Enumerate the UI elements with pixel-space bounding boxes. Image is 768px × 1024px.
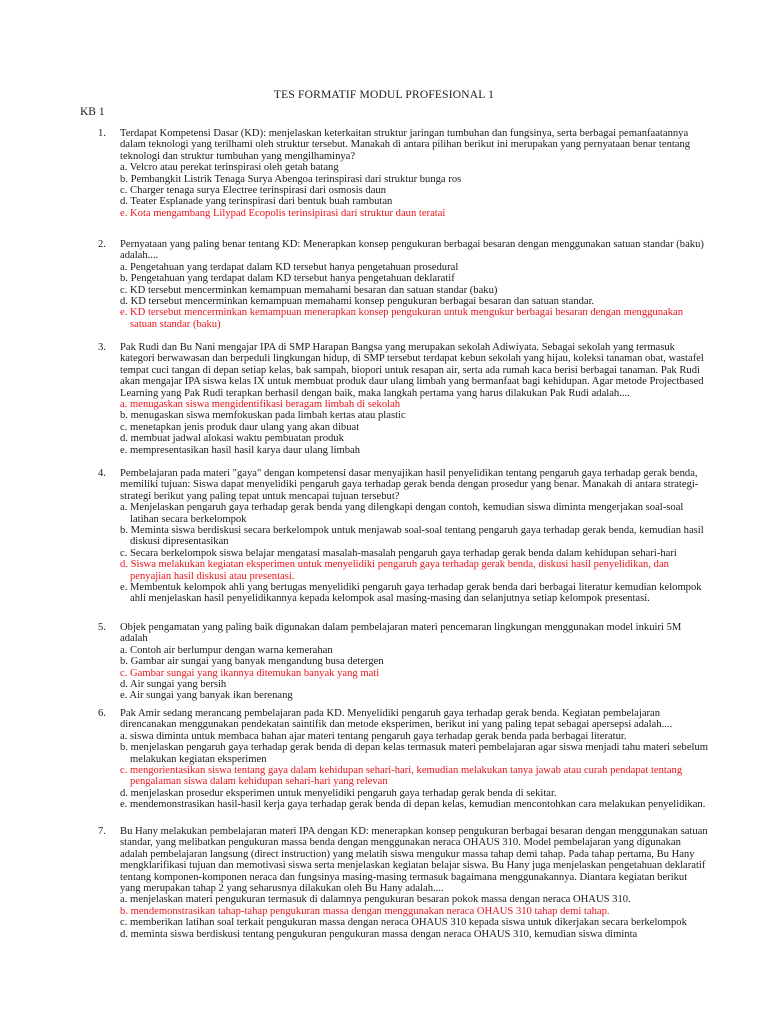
option-d: d. KD tersebut mencerminkan kemampuan memahami konsep pengukuran berbagai besaran dan satuan standar. xyxy=(120,296,595,308)
option-b: b. Pembangkit Listrik Tenaga Surya Abengoa terinspirasi dari struktur bunga ros xyxy=(120,173,462,185)
question-body xyxy=(120,468,710,605)
question-body xyxy=(120,826,710,940)
section-label: KB 1 xyxy=(80,106,105,118)
option-a-answer: a. menugaskan siswa mengidentifikasi beragam limbah di sekolah xyxy=(120,399,401,411)
option-e: e. mendemonstrasikan hasil-hasil kerja gaya terhadap gerak benda di depan kelas, kemudian mencontohkan cara melakukan penyelidikan. xyxy=(120,799,706,811)
option-c-answer: c. Gambar sungai yang ikannya ditemukan banyak yang mati xyxy=(120,667,380,679)
question-stem: Objek pengamatan yang paling baik digunakan dalam pembelajaran materi pencemaran lingkungan menggunakan model inkuiri 5M adalah xyxy=(120,622,682,645)
question-body xyxy=(120,708,710,811)
document-title: TES FORMATIF MODUL PROFESIONAL 1 xyxy=(273,89,495,101)
option-c: c. Charger tenaga surya Electree terinspirasi dari osmosis daun xyxy=(120,185,387,197)
option-d: d. membuat jadwal alokasi waktu pembuatan produk xyxy=(120,433,344,445)
question-stem: Pernyataan yang paling benar tentang KD: Menerapkan konsep pengukuran berbagai besaran dengan menggunakan satuan standar (baku) adalah.... xyxy=(120,239,704,262)
option-e: e. mempresentasikan hasil hasil karya daur ulang limbah xyxy=(120,444,361,456)
option-a: a. menjelaskan materi pengukuran termasuk di dalamnya pengukuran besaran pokok massa dengan neraca OHAUS 310. xyxy=(120,894,631,906)
option-b: b. Meminta siswa berdiskusi secara berkelompok untuk menjawab soal-soal tentang pengaruh gaya terhadap gerak benda, kemudian hasil diskusi dipresentasikan xyxy=(120,525,704,548)
option-d: d. Teater Esplanade yang terinspirasi dari bentuk buah rambutan xyxy=(120,196,393,208)
option-e-answer: e. Kota mengambang Lilypad Ecopolis terinsipirasi dari struktur daun teratai xyxy=(120,207,446,219)
question-number: 7. xyxy=(98,826,106,837)
question-number: 1. xyxy=(98,128,106,139)
question-number: 4. xyxy=(98,468,106,479)
question-body xyxy=(120,128,710,219)
question-stem: Pak Rudi dan Bu Nani mengajar IPA di SMP Harapan Bangsa yang merupakan sekolah Adiwiyata. Sebagai sekolah yang termasuk kategori berwawasan dan berpeduli lingkungan hidup, di SMP tersebut terdapat kebun sekolah yang hijau, koleksi tanaman obat, wastafel tempat cuci tangan di depan setiap kelas, bak sampah, biopori untuk resapan air, serta ada rumah kaca berisi berbagai tanaman. Pak Rudi akan mengajar IPA siswa kelas IX untuk membuat produk daur ulang limbah yang bermanfaat bagi kehidupan. Agar metode Projectbased Learning yang Pak Rudi terapkan berhasil dengan baik, maka langkah pertama yang harus dilakukan Pak Rudi adalah.... xyxy=(120,342,704,399)
question-number: 3. xyxy=(98,342,106,353)
option-b: b. Pengetahuan yang terdapat dalam KD tersebut hanya pengetahuan deklaratif xyxy=(120,273,455,285)
option-d: d. Air sungai yang bersih xyxy=(120,679,227,691)
question-stem: Bu Hany melakukan pembelajaran materi IPA dengan KD: menerapkan konsep pengukuran berbagai besaran dengan menggunakan satuan standar, yang melibatkan pengukuran massa benda dengan menggunakan neraca OHAUS 310. Model pembelajaran yang digunakan adalah pembelajaran langsung (direct instruction) yang melatih siswa mengukur massa tahap demi tahap. Pada tahap pertama, Bu Hany mengklarifikasi tujuan dan memotivasi siswa serta menjelaskan kegiatan belajar siswa. Bu Hany juga menjelaskan pengetahuan deklaratif tentang komponen-komponen neraca dan fungsinya masing-masing termasuk bagaimana menggunakannya. Diantara kegiatan berikut yang merupakan tahap 2 yang seharusnya dilakukan oleh Bu Hany adalah.... xyxy=(120,826,708,895)
question-stem: Terdapat Kompetensi Dasar (KD): menjelaskan keterkaitan struktur jaringan tumbuhan dan fungsinya, serta berbagai pemanfaatannya dalam teknologi yang terilhami oleh struktur tersebut. Manakah di antara pilihan berikut ini merupakan yang pernyataan benar tentang teknologi dan struktur tumbuhan yang mengilhaminya? xyxy=(120,128,691,162)
option-e-answer: e. KD tersebut mencerminkan kemampuan menerapkan konsep pengukuran untuk mengukur berbagai besaran dengan menggunakan satuan standar (baku) xyxy=(120,307,684,330)
question-number: 6. xyxy=(98,708,106,719)
option-a: a. Contoh air berlumpur dengan warna kemerahan xyxy=(120,644,333,656)
option-c: c. KD tersebut mencerminkan kemampuan memahami besaran dan satuan standar (baku) xyxy=(120,284,498,296)
question-number: 2. xyxy=(98,239,106,250)
question-number: 5. xyxy=(98,622,106,633)
option-a: a. Menjelaskan pengaruh gaya terhadap gerak benda yang dilengkapi dengan contoh, kemudian siswa diminta mengerjakan soal-soal latihan secara berkelompok xyxy=(120,502,684,525)
option-e: e. Air sungai yang banyak ikan berenang xyxy=(120,690,293,702)
option-c-answer: c. mengorientasikan siswa tentang gaya dalam kehidupan sehari-hari, kemudian melakukan tanya jawab atau curah pendapat tentang pengalaman siswa dalam kehidupan sehari-hari yang relevan xyxy=(120,765,683,788)
option-b: b. menugaskan siswa memfokuskan pada limbah kertas atau plastic xyxy=(120,410,406,422)
option-b: b. menjelaskan pengaruh gaya terhadap gerak benda di depan kelas termasuk materi pembelajaran agar siswa menjadi tahu materi sebelum melakukan kegiatan eksperimen xyxy=(120,742,709,765)
question-body xyxy=(120,622,710,702)
question-stem: Pak Amir sedang merancang pembelajaran pada KD. Menyelidiki pengaruh gaya terhadap gerak benda. Kegiatan pembelajaran direncanakan menggunakan pendekatan saintifik dan metode eksperimen, berikut ini yang paling tepat sebagai apersepsi adalah.... xyxy=(120,708,673,731)
question-body xyxy=(120,239,710,330)
option-c: c. Secara berkelompok siswa belajar mengatasi masalah-masalah pengaruh gaya terhadap gerak benda dalam kehidupan sehari-hari xyxy=(120,547,677,559)
option-e: e. Membentuk kelompok ahli yang bertugas menyelidiki pengaruh gaya terhadap gerak benda dari berbagai literatur kemudian kelompok ahli menjelaskan hasil penyelidikannya kepada kelompok asal masing-masing dan selanjutnya setiap kelompok presentasi. xyxy=(120,582,702,605)
option-a: a. Velcro atau perekat terinspirasi oleh getah batang xyxy=(120,162,339,174)
question-stem: Pembelajaran pada materi "gaya" dengan kompetensi dasar menyajikan hasil penyelidikan tentang pengaruh gaya terhadap gerak benda, memiliki tujuan: Siswa dapat menyelidiki pengaruh gaya terhadap gerak benda dengan prosedur yang benar. Manakah di antara strategi-strategi berikut yang paling tepat untuk mencapai tujuan tersebut? xyxy=(120,468,699,502)
option-b: b. Gambar air sungai yang banyak mengandung busa detergen xyxy=(120,656,384,668)
option-a: a. siswa diminta untuk membaca bahan ajar materi tentang pengaruh gaya terhadap gerak benda pada berbagai literatur. xyxy=(120,730,627,742)
option-c: c. memberikan latihan soal terkait pengukuran massa dengan neraca OHAUS 310 kepada siswa untuk dikerjakan secara berkelompok xyxy=(120,917,687,929)
option-d-answer: d. Siswa melakukan kegiatan eksperimen untuk menyelidiki pengaruh gaya terhadap gerak benda, diskusi hasil penyelidikan, dan penyajian hasil diskusi atau presentasi. xyxy=(120,559,669,582)
option-d: d. menjelaskan prosedur eksperimen untuk menyelidiki pengaruh gaya terhadap gerak benda di sekitar. xyxy=(120,787,557,799)
option-d: d. meminta siswa berdiskusi tentang pengukuran pengukuran massa dengan neraca OHAUS 310, kemudian siswa diminta xyxy=(120,928,638,940)
question-body xyxy=(120,342,710,456)
option-b-answer: b. mendemonstrasikan tahap-tahap pengukuran massa dengan menggunakan neraca OHAUS 310 tahap demi tahap. xyxy=(120,905,610,917)
option-a: a. Pengetahuan yang terdapat dalam KD tersebut hanya pengetahuan prosedural xyxy=(120,261,459,273)
option-c: c. menetapkan jenis produk daur ulang yang akan dibuat xyxy=(120,421,360,433)
